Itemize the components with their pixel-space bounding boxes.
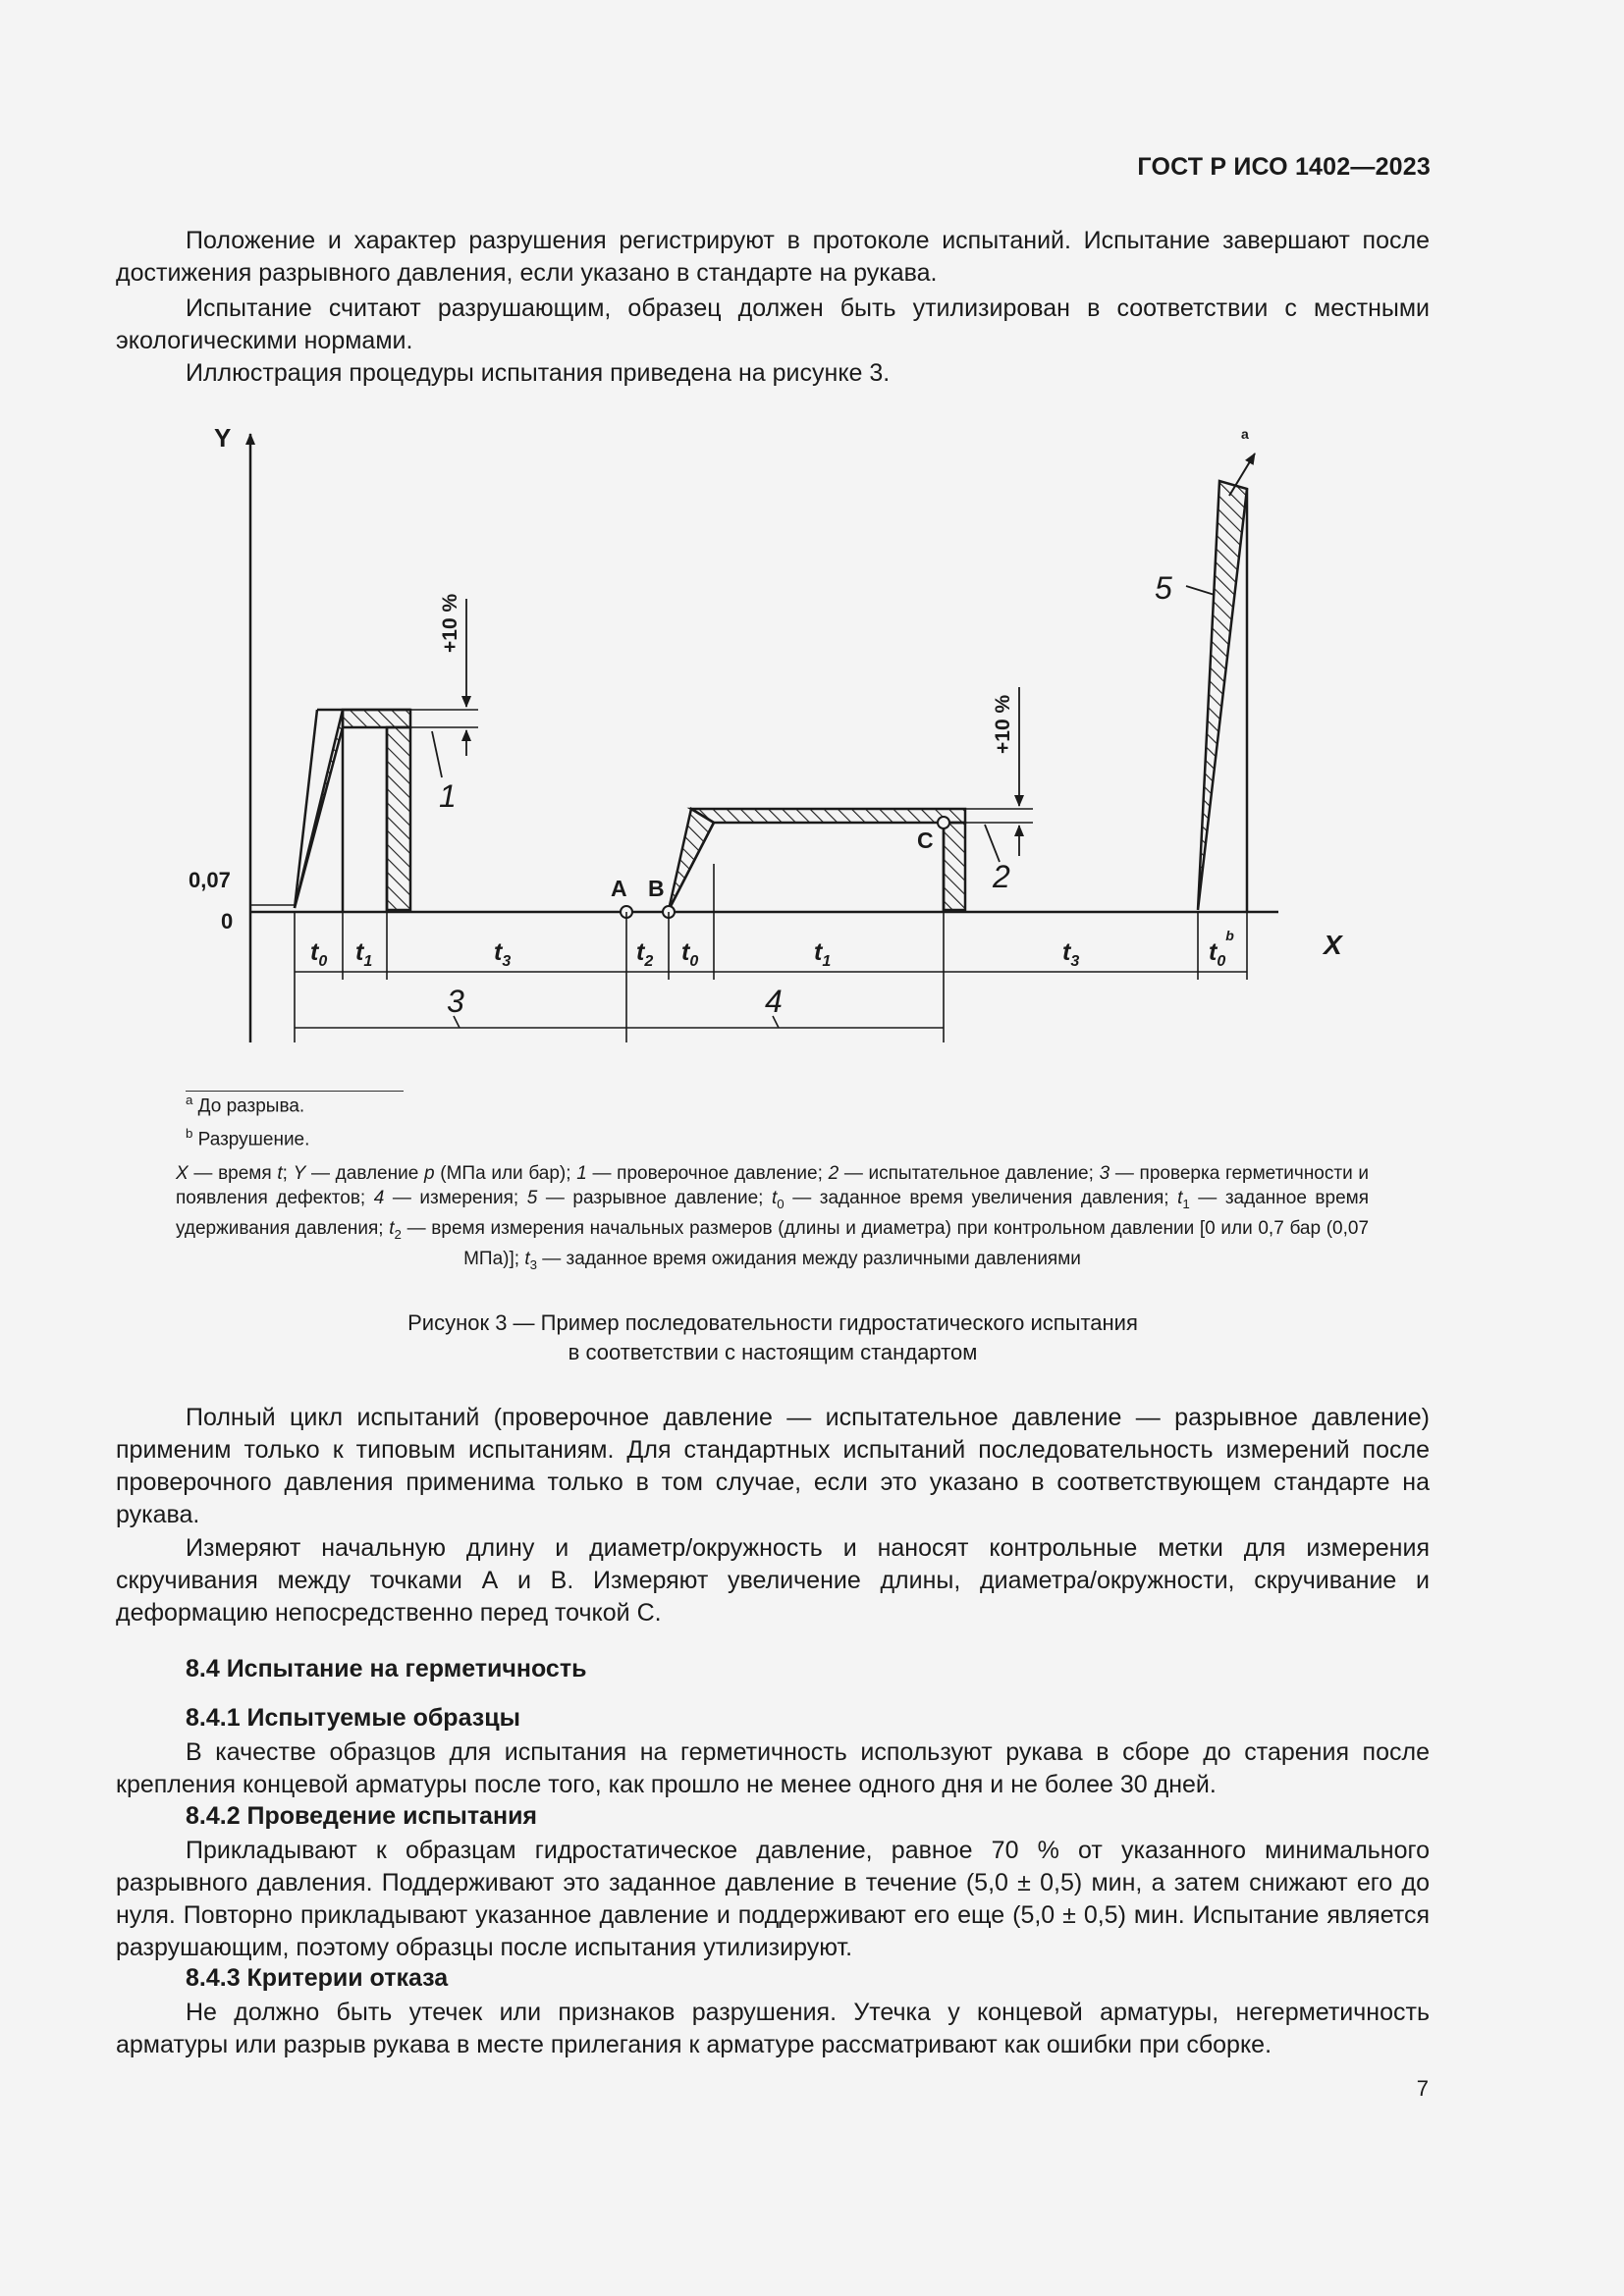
- intro-paragraph-2: Испытание считают разрушающим, образец должен быть утилизирован в соответствии с местными экологическими нормами.: [116, 294, 1430, 354]
- svg-text:t0: $t_0$: [681, 938, 699, 970]
- burst-pressure-shape: [1186, 454, 1255, 912]
- svg-text:t3: $t_3$: [494, 938, 512, 970]
- curve-label-1: 1: [439, 778, 457, 814]
- svg-text:t3: $t_3$: [1062, 938, 1080, 970]
- paragraph-8-4-3: Не должно быть утечек или признаков разрушения. Утечка у концевой арматуры, негерметичность арматуры или разрыв рукава в месте прилегания к арматуре рассматривают как ошибки при сборке.: [116, 1999, 1430, 2058]
- label-zero: 0: [221, 909, 234, 934]
- svg-text:t1: $t_1$: [814, 938, 832, 970]
- svg-text:t2: $t_2$: [636, 938, 654, 970]
- point-b-label: B: [648, 876, 665, 901]
- figure-legend: X — время t; Y — давление p (МПа или бар); 1 — проверочное давление; 2 — испытательное давление; 3 — проверка герметичности и появления дефектов; 4 — измерения; 5 — разрывное давление; $t_0$ — заданное время увеличения давления; $t_1$ — заданное время удерживания давления; $t_2$ — время измерения начальных размеров (длины и диаметра) при контрольном давлении [0 или 0,7 бар (0,07 МПа)]; $t_3$ — заданное время ожидания между различными давлениями: [176, 1163, 1370, 1272]
- figure-footnotes: [186, 1087, 309, 1154]
- y-axis-label: Y: [214, 423, 232, 453]
- paragraph-8-4-1: В качестве образцов для испытания на герметичность используют рукава в сборе до старения после крепления концевой арматуры после того, как прошло не менее одного дня и не более 30 дней.: [116, 1738, 1430, 1798]
- section-heading-8-4-3: 8.4.3 Критерии отказа: [186, 1964, 449, 1992]
- paragraph-8-4-2: Прикладывают к образцам гидростатическое давление, равное 70 % от указанного минимального разрывного давления. Поддерживают это заданное давление в течение (5,0 ± 0,5) мин, а затем снижают его до нуля. Повторно прикладывают указанное давление и поддерживают его еще (5,0 ± 0,5) мин. Испытание является разрушающим, поэтому образцы после испытания утилизируют.: [116, 1837, 1430, 1961]
- footnote-b: $^b$ Разрушение.: [186, 1126, 310, 1150]
- page-number: 7: [1416, 2076, 1429, 2101]
- document-code: ГОСТ Р ИСО 1402—2023: [1137, 153, 1431, 181]
- x-axis-label: X: [1324, 930, 1342, 960]
- section-heading-8-4-2: 8.4.2 Проведение испытания: [186, 1802, 538, 1830]
- group-label-4: 4: [765, 984, 783, 1019]
- group-label-3: 3: [447, 984, 464, 1019]
- test-tolerance-label: +10 %: [992, 694, 1014, 754]
- point-c-label: C: [917, 828, 934, 853]
- footnote-a: $^a$ До разрыва.: [186, 1093, 305, 1117]
- point-a-label: A: [611, 876, 627, 901]
- body-paragraph-2: Измеряют начальную длину и диаметр/окружность и наносят контрольные метки для измерения скручивания между точками А и В. Измеряют увеличение длины, диаметра/окружности, скручивание и деформацию непосредственно перед точкой С.: [116, 1534, 1430, 1627]
- svg-text:t0b: $t_0^b$: [1209, 928, 1234, 970]
- t-labels: [310, 928, 1234, 970]
- intro-paragraph-3: Иллюстрация процедуры испытания приведена на рисунке 3.: [186, 359, 891, 387]
- section-heading-8-4-1: 8.4.1 Испытуемые образцы: [186, 1704, 520, 1732]
- curve-label-2: 2: [993, 859, 1010, 894]
- body-paragraph-1: Полный цикл испытаний (проверочное давление — испытательное давление — разрывное давление) применим только к типовым испытаниям. Для стандартных испытаний последовательность измерений после проверочного давления применима только в том случае, если это указано в соответствующем стандарте на рукава.: [116, 1404, 1430, 1528]
- figure-3-diagram: [0, 0, 1624, 1090]
- curve-label-5: 5: [1155, 570, 1172, 606]
- note-a-mark: a: [1241, 426, 1249, 442]
- svg-text:t1: $t_1$: [355, 938, 373, 970]
- proof-tolerance-label: +10 %: [439, 593, 461, 653]
- intro-paragraph-1: Положение и характер разрушения регистрируют в протоколе испытаний. Испытание завершают после достижения разрывного давления, если указано в стандарте на рукава.: [116, 227, 1430, 287]
- test-pressure-shape: [669, 809, 1033, 912]
- section-heading-8-4: 8.4 Испытание на герметичность: [186, 1655, 587, 1682]
- label-0-07: 0,07: [189, 868, 231, 892]
- figure-caption: Рисунок 3 — Пример последовательности гидростатического испытания в соответствии с настоящим стандартом: [407, 1310, 1138, 1364]
- svg-text:t0: $t_0$: [310, 938, 328, 970]
